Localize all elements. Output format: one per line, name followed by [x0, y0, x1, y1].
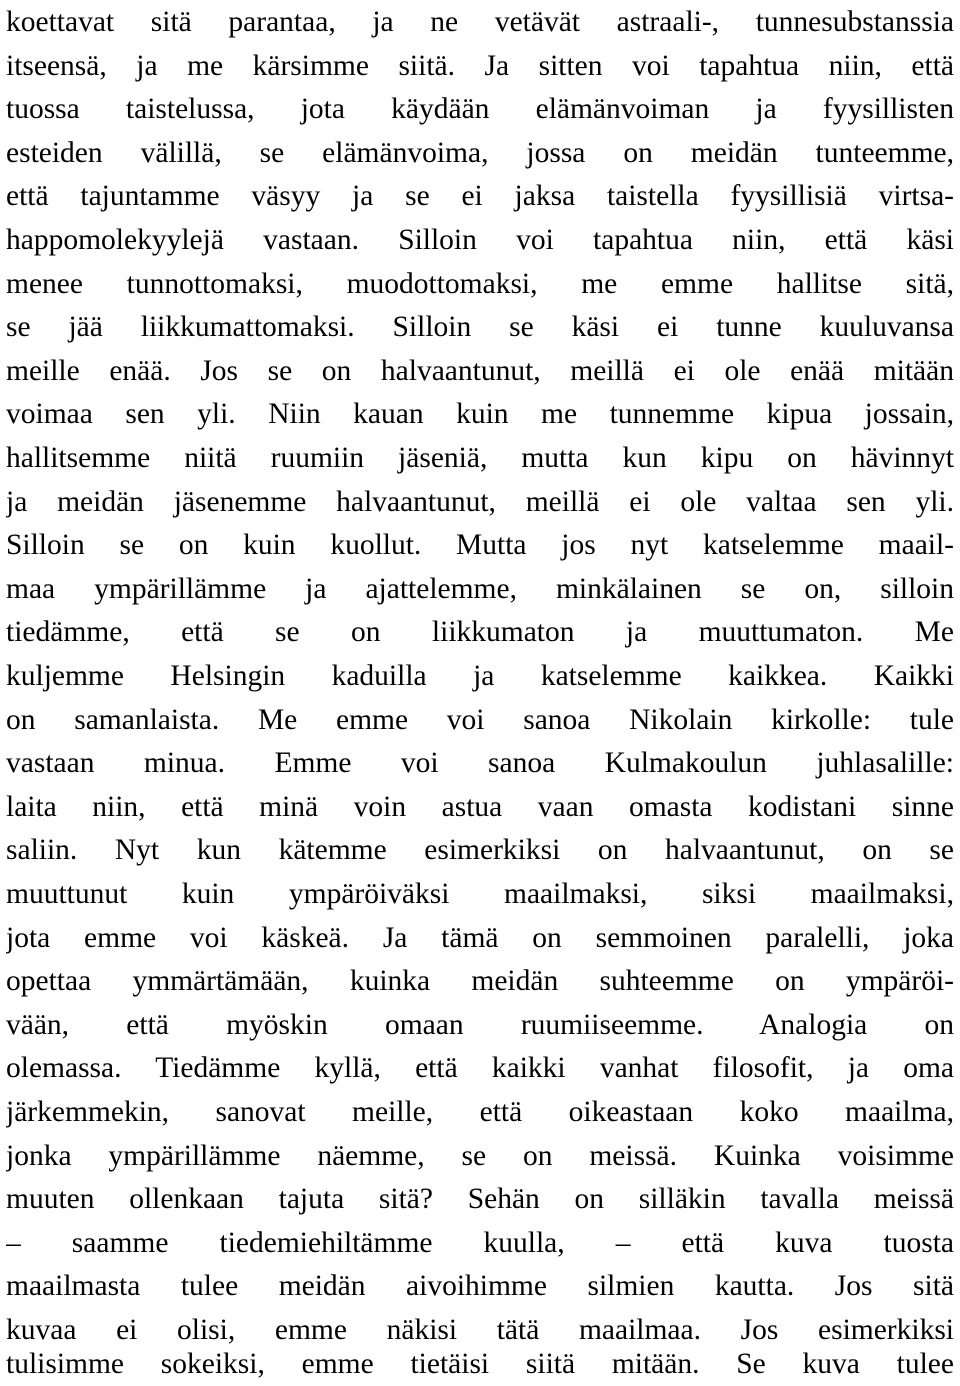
- text-line-3: tuossa taistelussa, jota käydään elämänvoiman ja fyysillisten: [6, 93, 954, 126]
- text-line-18: vastaan minua. Emme voi sanoa Kulmakoulun juhlasalille:: [6, 747, 954, 780]
- text-line-26: järkemmekin, sanovat meille, että oikeastaan koko maailma,: [6, 1096, 954, 1128]
- text-line-9: meille enää. Jos se on halvaantunut, meillä ei ole enää mitään: [6, 354, 954, 387]
- text-line-23: opettaa ymmärtämään, kuinka meidän suhteemme on ympäröi-: [6, 965, 954, 998]
- text-line-25: olemassa. Tiedämme kyllä, että kaikki vanhat filosofit, ja oma: [6, 1052, 954, 1085]
- text-line-14: maa ympärillämme ja ajattelemme, minkälainen se on, silloin: [6, 572, 954, 605]
- text-line-12: ja meidän jäsenemme halvaantunut, meillä ei ole valtaa sen yli.: [6, 485, 954, 518]
- text-line-20: saliin. Nyt kun kätemme esimerkiksi on halvaantunut, on se: [6, 834, 954, 867]
- text-line-29: – saamme tiedemiehiltämme kuulla, – että kuva tuosta: [6, 1226, 954, 1259]
- text-line-31: kuvaa ei olisi, emme näkisi tätä maailmaa. Jos esimerkiksi: [6, 1314, 954, 1346]
- text-line-19: laita niin, että minä voin astua vaan omasta kodistani sinne: [6, 790, 954, 823]
- text-line-11: hallitsemme niitä ruumiin jäseniä, mutta kun kipu on hävinnyt: [6, 442, 954, 474]
- text-line-5: että tajuntamme väsyy ja se ei jaksa taistella fyysillisiä virtsa-: [6, 180, 954, 213]
- text-line-4: esteiden välillä, se elämänvoima, jossa on meidän tunteemme,: [6, 136, 954, 169]
- text-line-32: tulisimme sokeiksi, emme tietäisi siitä mitään. Se kuva tulee: [6, 1348, 954, 1380]
- text-line-8: se jää liikkumattomaksi. Silloin se käsi ei tunne kuuluvansa: [6, 311, 954, 344]
- text-line-1: koettavat sitä parantaa, ja ne vetävät astraali-, tunnesubstanssia: [6, 6, 954, 38]
- text-line-16: kuljemme Helsingin kaduilla ja katselemme kaikkea. Kaikki: [6, 660, 954, 692]
- text-line-15: tiedämme, että se on liikkumaton ja muuttumaton. Me: [6, 616, 954, 649]
- text-line-22: jota emme voi käskeä. Ja tämä on semmoinen paralelli, joka: [6, 921, 954, 954]
- text-line-13: Silloin se on kuin kuollut. Mutta jos nyt katselemme maail-: [6, 529, 954, 562]
- text-line-30: maailmasta tulee meidän aivoihimme silmien kautta. Jos sitä: [6, 1270, 954, 1303]
- text-line-2: itseensä, ja me kärsimme siitä. Ja sitten voi tapahtua niin, että: [6, 49, 954, 82]
- text-line-21: muuttunut kuin ympäröiväksi maailmaksi, siksi maailmaksi,: [6, 878, 954, 910]
- text-line-10: voimaa sen yli. Niin kauan kuin me tunnemme kipua jossain,: [6, 398, 954, 431]
- text-line-28: muuten ollenkaan tajuta sitä? Sehän on silläkin tavalla meissä: [6, 1183, 954, 1216]
- text-line-6: happomolekyylejä vastaan. Silloin voi tapahtua niin, että käsi: [6, 224, 954, 256]
- text-line-17: on samanlaista. Me emme voi sanoa Nikolain kirkolle: tule: [6, 703, 954, 736]
- text-line-24: vään, että myöskin omaan ruumiiseemme. Analogia on: [6, 1008, 954, 1041]
- text-line-7: menee tunnottomaksi, muodottomaksi, me emme hallitse sitä,: [6, 267, 954, 300]
- text-line-27: jonka ympärillämme näemme, se on meissä. Kuinka voisimme: [6, 1139, 954, 1172]
